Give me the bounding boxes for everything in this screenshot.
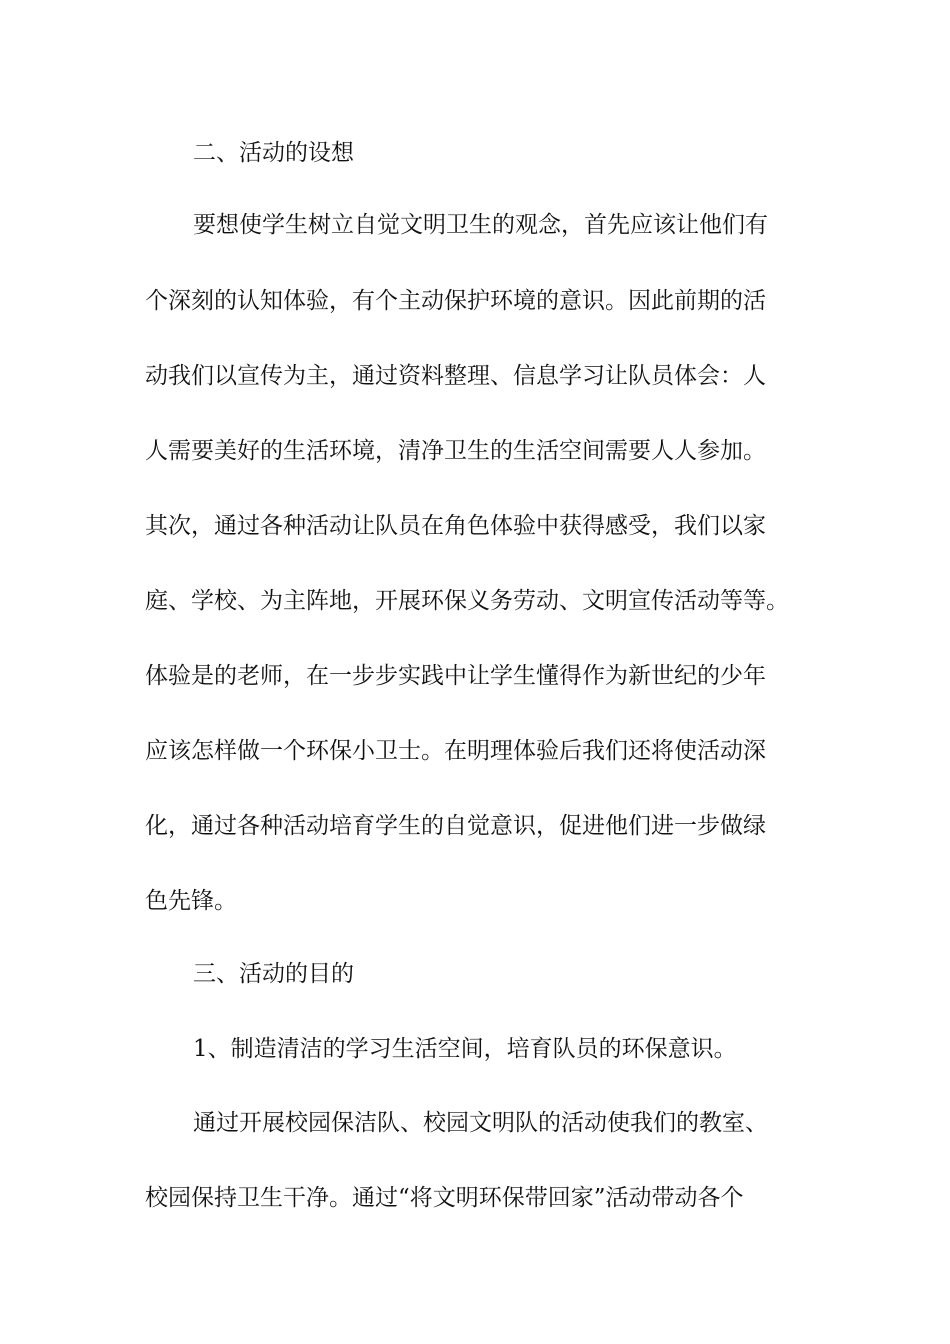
paragraph-line: 人需要美好的生活环境，清净卫生的生活空间需要人人参加。 [145,438,766,464]
section-heading: 三、活动的目的 [193,961,354,987]
paragraph-line: 化，通过各种活动培育学生的自觉意识，促进他们进一步做绿 [145,813,766,839]
paragraph-line: 个深刻的认知体验，有个主动保护环境的意识。因此前期的活 [145,288,766,314]
list-item: 1、制造清洁的学习生活空间，培育队员的环保意识。 [193,1036,737,1062]
section-heading: 二、活动的设想 [193,140,354,166]
paragraph-line: 通过开展校园保洁队、校园文明队的活动使我们的教室、 [193,1110,768,1136]
paragraph-line: 动我们以宣传为主，通过资料整理、信息学习让队员体会：人 [145,363,766,389]
paragraph-line: 要想使学生树立自觉文明卫生的观念，首先应该让他们有 [193,212,768,238]
paragraph-line: 色先锋。 [145,888,237,914]
paragraph-line: 应该怎样做一个环保小卫士。在明理体验后我们还将使活动深 [145,738,766,764]
paragraph-line: 其次，通过各种活动让队员在角色体验中获得感受，我们以家 [145,513,766,539]
paragraph-line: 体验是的老师，在一步步实践中让学生懂得作为新世纪的少年 [145,663,766,689]
paragraph-line: 校园保持卫生干净。通过“将文明环保带回家”活动带动各个 [145,1185,744,1211]
paragraph-line: 庭、学校、为主阵地，开展环保义务劳动、文明宣传活动等等。 [145,588,789,614]
